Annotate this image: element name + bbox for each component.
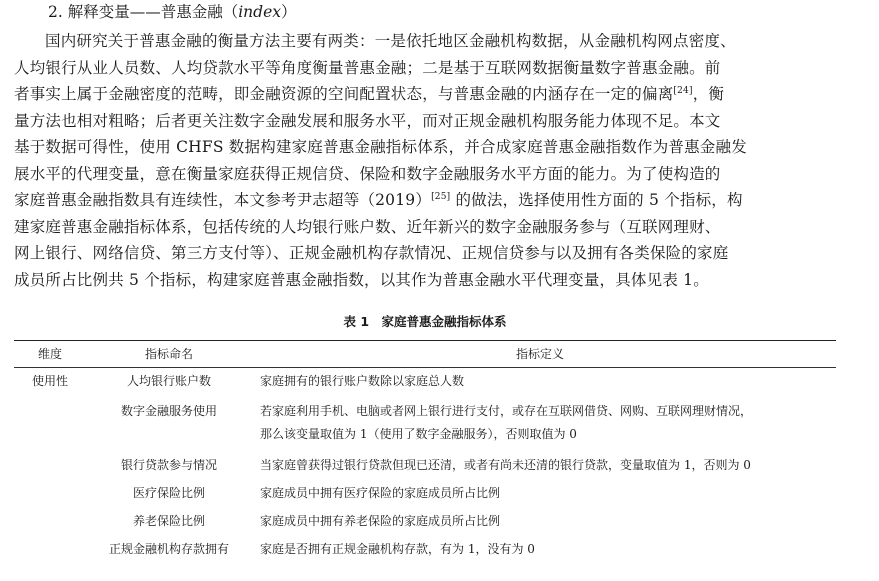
cell-definition-line: 那么该变量取值为 1（使用了数字金融服务），否则取值为 0 xyxy=(260,427,577,441)
paragraph-line: 建家庭普惠金融指标体系，包括传统的人均银行账户数、近年新兴的数字金融服务参与（互联网理财、 xyxy=(14,217,721,236)
paragraph-line: 国内研究关于普惠金融的衡量方法主要有两类：一是依托地区金融机构数据，从金融机构网点密度、 xyxy=(45,32,736,50)
paragraph-line: 基于数据可得性，使用 CHFS 数据构建家庭普惠金融指标体系，并合成家庭普惠金融指数作为普惠金融发 xyxy=(14,138,747,156)
header-indicator-name: 指标命名 xyxy=(144,347,193,361)
heading-variable: index xyxy=(238,3,281,21)
body-paragraph xyxy=(14,28,834,293)
header-dimension: 维度 xyxy=(37,347,62,361)
cell-definition xyxy=(260,401,830,444)
table-header-rule xyxy=(14,367,836,368)
section-heading xyxy=(48,2,297,22)
paragraph-line: 量方法也相对粗略；后者更关注数字金融发展和服务水平，而对正规金融机构服务能力体现不足。本文 xyxy=(14,111,721,130)
paragraph-line-text: 的做法，选择使用性方面的 5 个指标，构 xyxy=(455,191,743,209)
cell-definition: 家庭拥有的银行账户数除以家庭总人数 xyxy=(260,374,465,388)
cell-definition: 家庭是否拥有正规金融机构存款，有为 1，没有为 0 xyxy=(260,542,535,556)
table-top-rule xyxy=(14,340,836,341)
cell-definition: 当家庭曾获得过银行贷款但现已还清，或者有尚未还清的银行贷款，变量取值为 1，否则为 0 xyxy=(260,458,751,472)
cell-indicator-name: 正规金融机构存款拥有 xyxy=(108,542,229,556)
cell-definition-line: 若家庭利用手机、电脑或者网上银行进行支付，或存在互联网借贷、网购、互联网理财情况， xyxy=(260,404,753,418)
cell-indicator-name: 人均银行账户数 xyxy=(126,374,211,388)
cell-indicator-name: 养老保险比例 xyxy=(132,514,205,528)
paragraph-line: 成员所占比例共 5 个指标，构建家庭普惠金融指数，以其作为普惠金融水平代理变量，具体见表 1。 xyxy=(14,270,709,289)
paragraph-line xyxy=(14,81,834,108)
paragraph-line xyxy=(14,187,834,214)
paragraph-line: 展水平的代理变量，意在衡量家庭获得正规信贷、保险和数字金融服务水平方面的能力。为了使构造的 xyxy=(14,164,721,183)
paragraph-line: 网上银行、网络信贷、第三方支付等）、正规金融机构存款情况、正规信贷参与以及拥有各类保险的家庭 xyxy=(14,244,729,262)
cell-indicator-name: 银行贷款参与情况 xyxy=(120,458,217,472)
citation-ref[interactable]: [25] xyxy=(431,192,451,202)
heading-suffix: ） xyxy=(281,3,297,21)
cell-definition: 家庭成员中拥有医疗保险的家庭成员所占比例 xyxy=(260,486,501,500)
cell-dimension: 使用性 xyxy=(31,374,68,388)
paragraph-line-text: 者事实上属于金融密度的范畴，即金融资源的空间配置状态，与普惠金融的内涵存在一定的偏离 xyxy=(14,85,674,103)
cell-definition: 家庭成员中拥有养老保险的家庭成员所占比例 xyxy=(260,514,501,528)
paragraph-line-text: 家庭普惠金融指数具有连续性，本文参考尹志超等（2019） xyxy=(14,191,432,209)
paragraph-line: 人均银行从业人员数、人均贷款水平等角度衡量普惠金融；二是基于互联网数据衡量数字普惠金融。前 xyxy=(14,58,721,77)
cell-indicator-name: 数字金融服务使用 xyxy=(120,404,217,418)
cell-indicator-name: 医疗保险比例 xyxy=(132,486,205,500)
citation-ref[interactable]: [24] xyxy=(673,86,693,96)
table-caption: 表 1 家庭普惠金融指标体系 xyxy=(343,314,507,329)
heading-prefix: 2. 解释变量——普惠金融（ xyxy=(48,3,239,21)
header-indicator-definition: 指标定义 xyxy=(515,347,564,361)
paragraph-line-text: ，衡 xyxy=(692,85,725,103)
